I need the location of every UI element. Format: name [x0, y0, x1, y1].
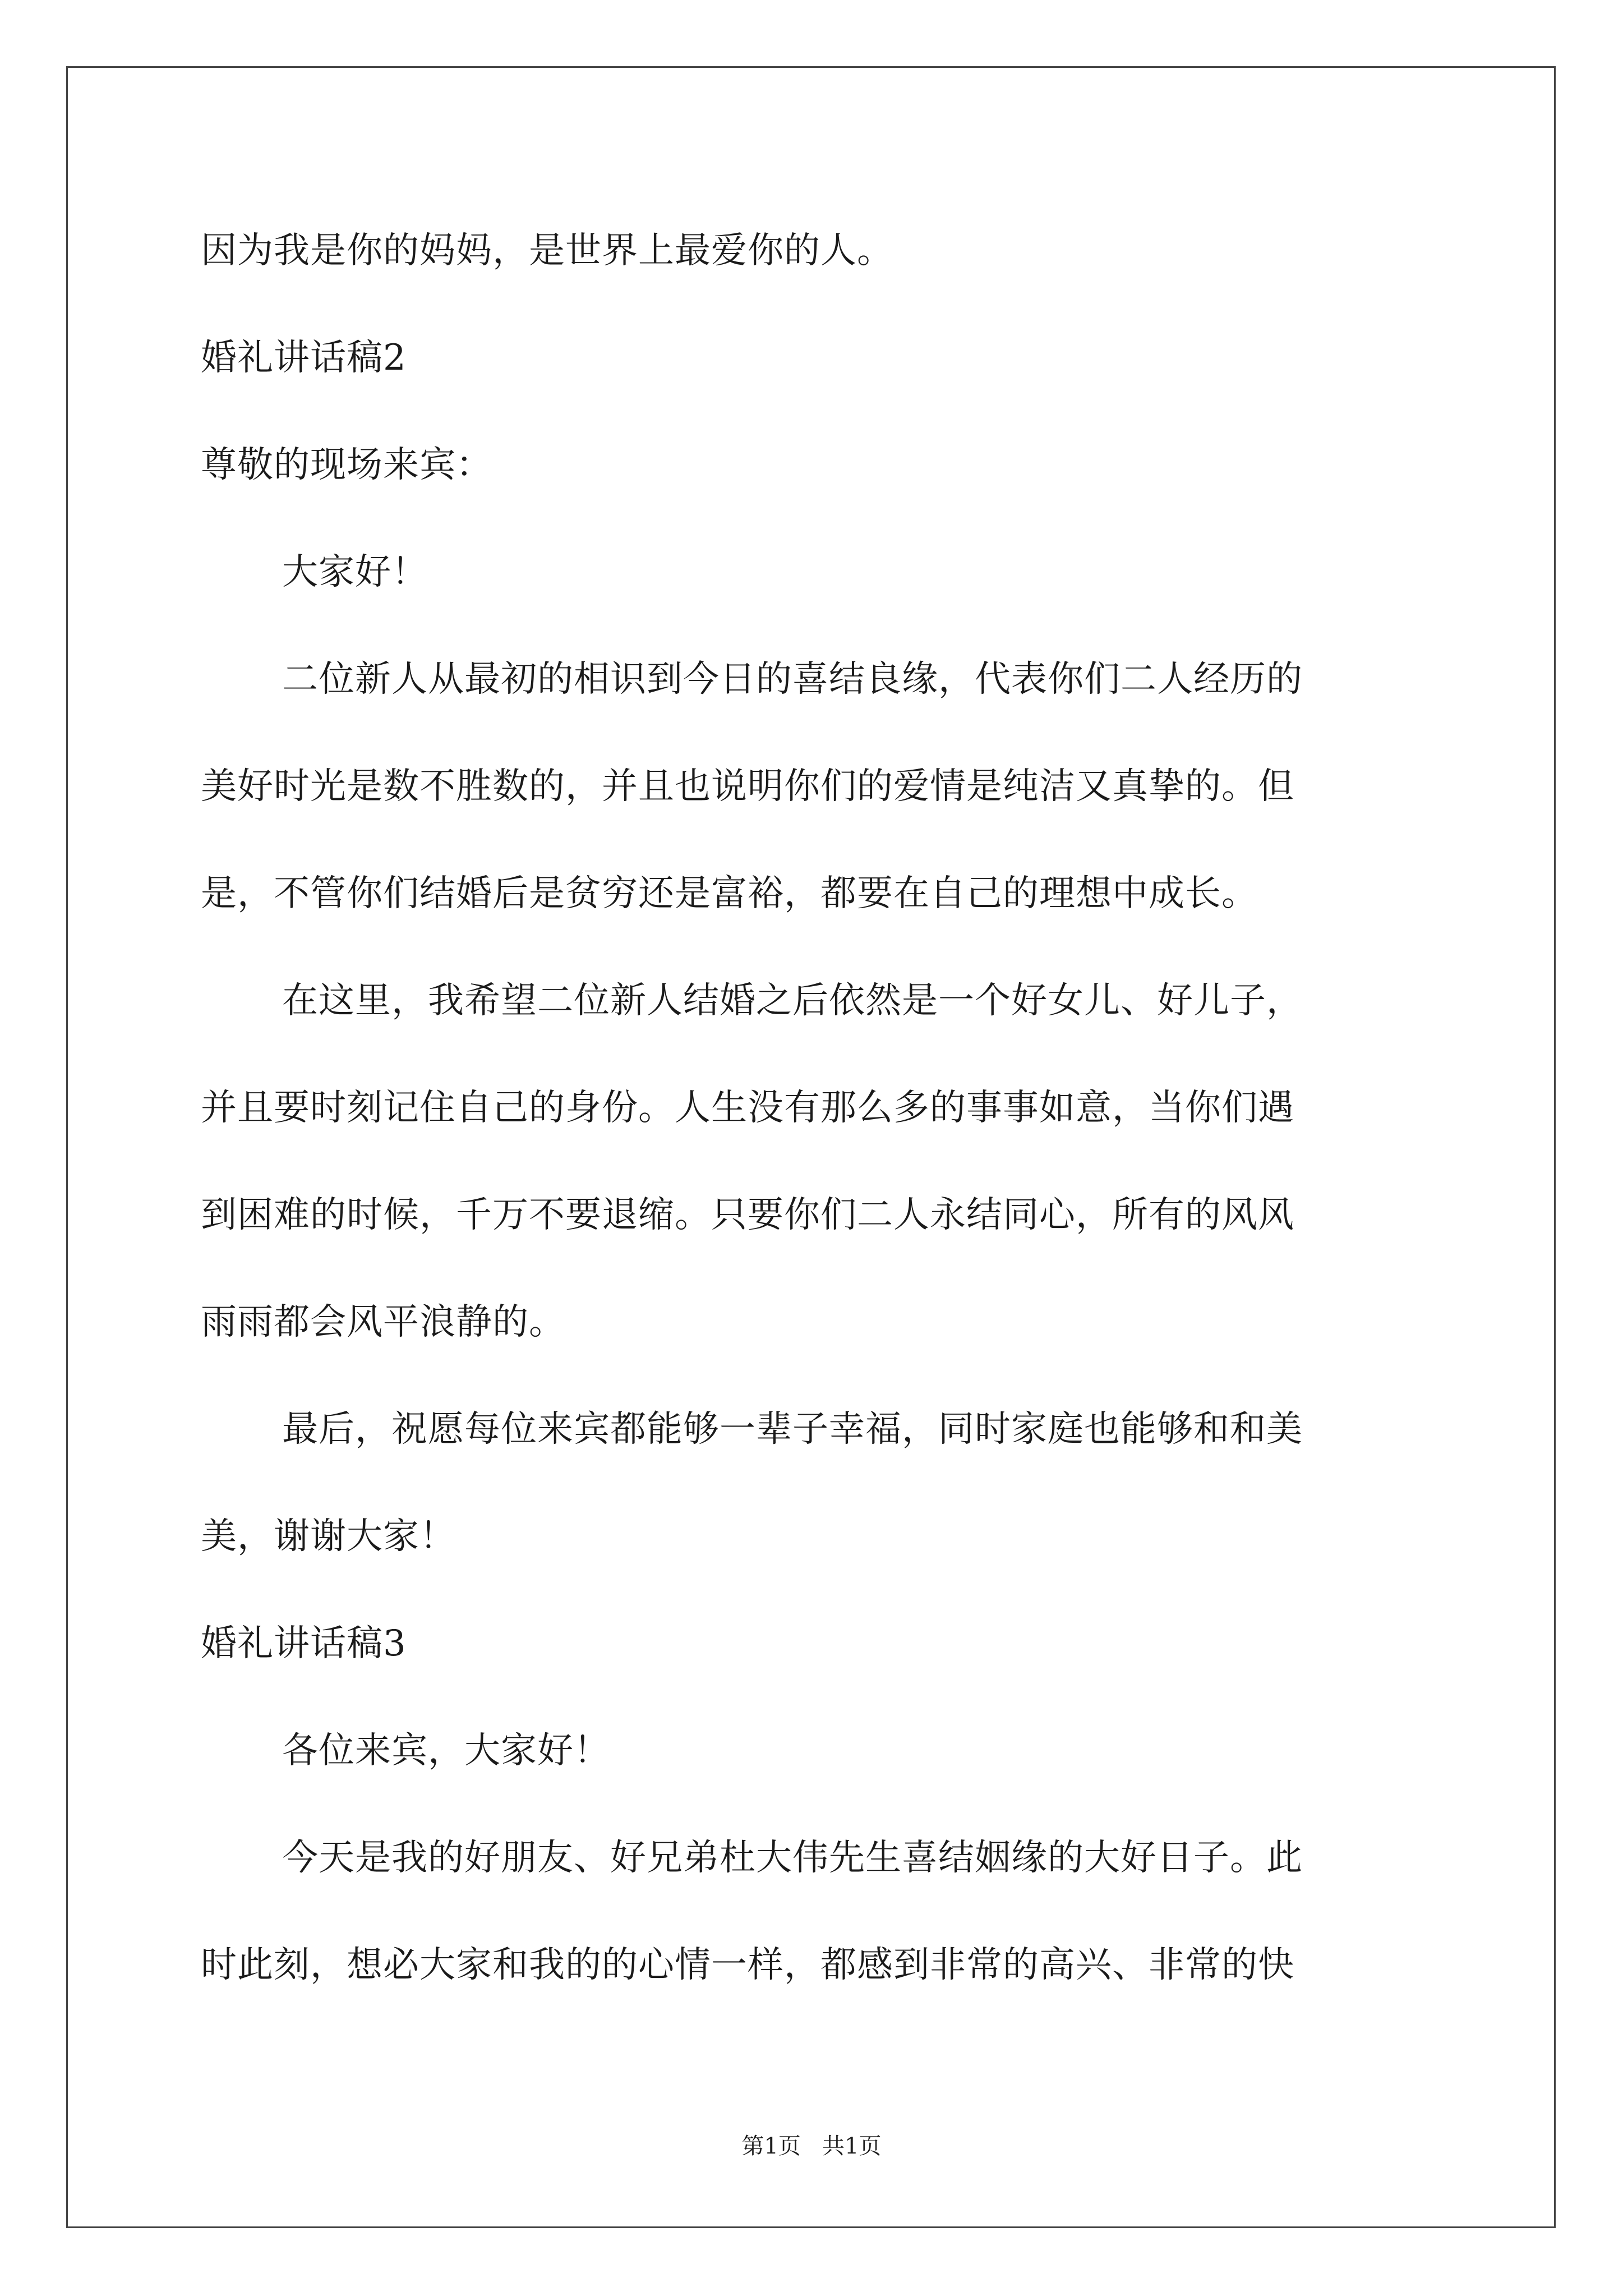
paragraph-line: 美，谢谢大家！ — [201, 1516, 456, 1557]
paragraph-line: 到困难的时候，千万不要退缩。只要你们二人永结同心，所有的风风 — [201, 1194, 1294, 1236]
paragraph-line: 并且要时刻记住自己的身份。人生没有那么多的事事如意，当你们遇 — [201, 1087, 1294, 1129]
greeting: 各位来宾，大家好！ — [282, 1730, 610, 1772]
paragraph-line: 因为我是你的妈妈，是世界上最爱你的人。 — [201, 230, 893, 272]
paragraph-line: 最后，祝愿每位来宾都能够一辈子幸福，同时家庭也能够和和美 — [282, 1409, 1303, 1450]
section-heading: 婚礼讲话稿3 — [201, 1623, 407, 1664]
paragraph-line: 时此刻，想必大家和我的的心情一样，都感到非常的高兴、非常的快 — [201, 1944, 1294, 1986]
paragraph-line: 是，不管你们结婚后是贫穷还是富裕，都要在自己的理想中成长。 — [201, 873, 1258, 914]
paragraph-line: 美好时光是数不胜数的，并且也说明你们的爱情是纯洁又真挚的。但 — [201, 766, 1294, 807]
salutation: 尊敬的现场来宾： — [201, 444, 492, 486]
paragraph-line: 二位新人从最初的相识到今日的喜结良缘，代表你们二人经历的 — [282, 659, 1303, 700]
paragraph-line: 雨雨都会风平浪静的。 — [201, 1301, 565, 1343]
paragraph-line: 在这里，我希望二位新人结婚之后依然是一个好女儿、好儿子， — [282, 980, 1303, 1022]
section-heading: 婚礼讲话稿2 — [201, 337, 407, 379]
greeting: 大家好！ — [282, 551, 428, 593]
page-border — [66, 66, 1556, 2228]
paragraph-line: 今天是我的好朋友、好兄弟杜大伟先生喜结姻缘的大好日子。此 — [282, 1837, 1303, 1879]
page-number-footer: 第1页 共1页 — [741, 2133, 882, 2159]
